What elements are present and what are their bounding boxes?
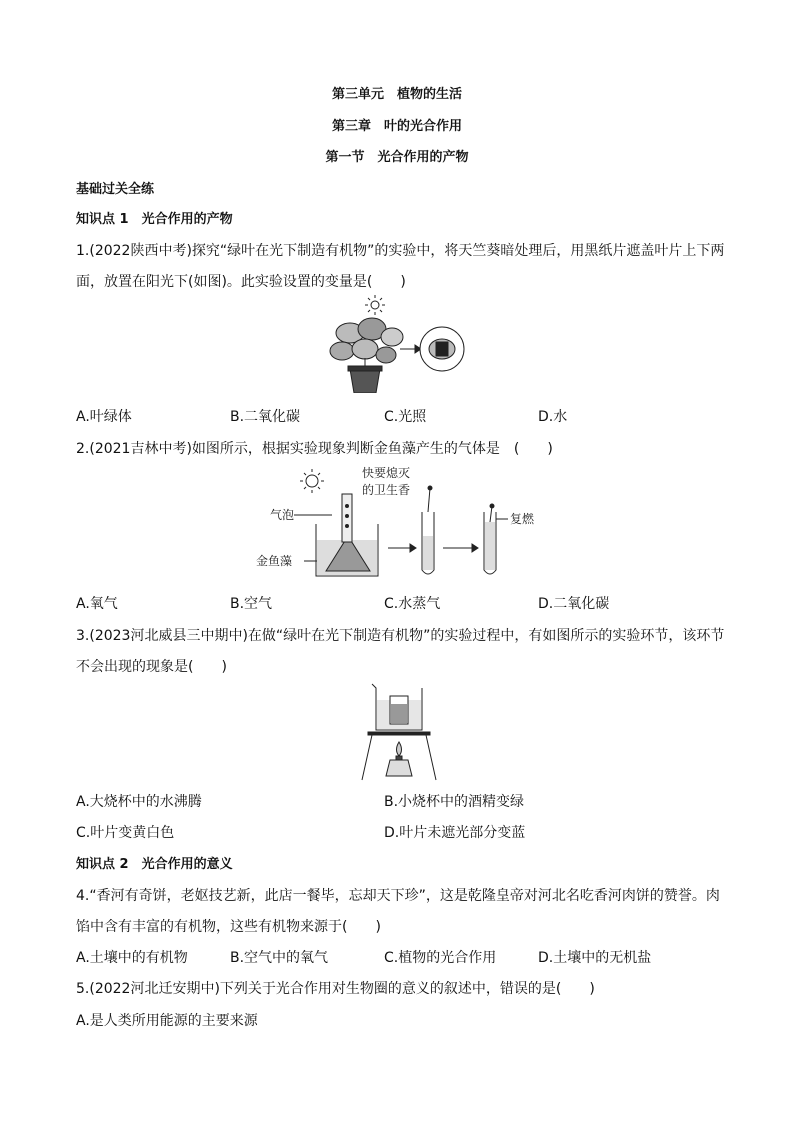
q3-figure-water-bath: [360, 680, 440, 784]
label-incense-2: 的卫生香: [362, 483, 411, 497]
q5-line1: 5.(2022河北迁安期中)下列关于光合作用对生物圈的意义的叙述中，错误的是( ): [76, 981, 595, 997]
q1-option-c: C.光照: [384, 409, 427, 425]
part-title: 基础过关全练: [76, 182, 155, 197]
alcohol-lamp-icon: [386, 760, 412, 776]
q3-line1: 3.(2023河北威县三中期中)在做“绿叶在光下制造有机物”的实验过程中，有如图所示的实验环节，该环节: [76, 628, 725, 644]
geranium-plant-icon: [330, 318, 403, 393]
q4-option-b: B.空气中的氧气: [230, 950, 329, 966]
test-tube-icon-2: [484, 504, 508, 574]
q4-option-a: A.土壤中的有机物: [76, 950, 188, 966]
chapter-title: 第三章 叶的光合作用: [331, 119, 462, 134]
label-bubble: 气泡: [270, 508, 295, 522]
q2-option-a: A.氧气: [76, 596, 118, 612]
unit-title: 第三单元 植物的生活: [331, 87, 462, 102]
q3-option-a: A.大烧杯中的水沸腾: [76, 794, 202, 810]
arrow-icon: [400, 345, 421, 353]
q1-option-d: D.水: [538, 409, 568, 425]
section-title: 第一节 光合作用的产物: [325, 150, 469, 165]
sun-icon: [365, 295, 385, 315]
q2-figure-hornwort: [250, 466, 550, 584]
q3-option-b: B.小烧杯中的酒精变绿: [384, 794, 525, 810]
q2-line1: 2.(2021吉林中考)如图所示，根据实验现象判断金鱼藻产生的气体是 ( ): [76, 441, 553, 457]
q3-option-d: D.叶片未遮光部分变蓝: [384, 825, 526, 841]
q2-option-b: B.空气: [230, 596, 273, 612]
sun-icon: [300, 469, 324, 493]
magnified-leaf-icon: [420, 327, 464, 371]
q4-line1: 4.“香河有奇饼，老妪技艺新，此店一餐毕，忘却天下珍”，这是乾隆皇帝对河北名吃香河肉饼的赞誉。肉: [76, 888, 720, 904]
q2-option-d: D.二氧化碳: [538, 596, 610, 612]
beaker-icon: [316, 494, 378, 576]
q1-option-b: B.二氧化碳: [230, 409, 301, 425]
q1-line1: 1.(2022陕西中考)探究“绿叶在光下制造有机物”的实验中，将天竺葵暗处理后，用黑纸片遮盖叶片上下两: [76, 243, 725, 259]
q5-option-a: A.是人类所用能源的主要来源: [76, 1013, 258, 1029]
q3-line2: 不会出现的现象是( ): [76, 659, 227, 675]
test-tube-icon: [422, 486, 434, 574]
q4-option-c: C.植物的光合作用: [384, 950, 497, 966]
q1-option-a: A.叶绿体: [76, 409, 132, 425]
knowledge-point-1: 知识点 1 光合作用的产物: [76, 212, 233, 227]
knowledge-point-2: 知识点 2 光合作用的意义: [76, 857, 233, 872]
label-reignite: 复燃: [510, 512, 535, 526]
q4-option-d: D.土壤中的无机盐: [538, 950, 652, 966]
q1-line2: 面，放置在阳光下(如图)。此实验设置的变量是( ): [76, 274, 406, 290]
q3-option-c: C.叶片变黄白色: [76, 825, 175, 841]
label-incense: 快要熄灭: [362, 466, 411, 480]
q1-figure-plant: [320, 293, 470, 393]
flame-icon: [397, 742, 402, 756]
q4-line2: 馅中含有丰富的有机物，这些有机物来源于( ): [76, 919, 381, 935]
label-hornwort: 金鱼藻: [256, 554, 293, 568]
q2-option-c: C.水蒸气: [384, 596, 441, 612]
